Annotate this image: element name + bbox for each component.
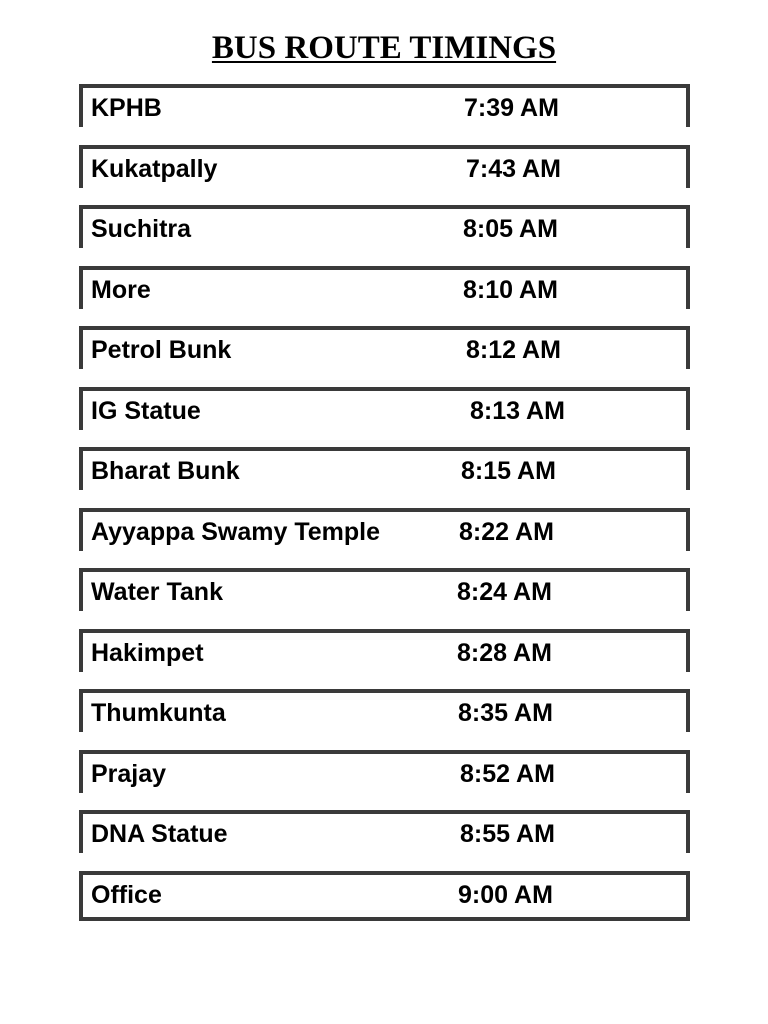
- stop-time: 8:52 AM: [460, 759, 555, 788]
- stop-row: [79, 871, 690, 921]
- stop-name: IG Statue: [91, 396, 201, 425]
- stop-name: Petrol Bunk: [91, 336, 232, 364]
- stop-time: 8:28 AM: [457, 638, 552, 667]
- stop-name: Water Tank: [91, 578, 223, 606]
- stop-row: [79, 84, 690, 127]
- stop-time: 8:24 AM: [457, 578, 552, 606]
- stop-row: [79, 810, 690, 853]
- stop-row: [79, 205, 690, 248]
- stop-name: DNA Statue: [91, 820, 228, 848]
- stop-name: Prajay: [91, 759, 167, 788]
- stop-row: [79, 629, 690, 672]
- stop-name: Office: [91, 880, 162, 909]
- stop-row: [79, 326, 690, 369]
- stop-name: Kukatpally: [91, 154, 218, 183]
- stop-time: 8:15 AM: [461, 457, 556, 485]
- page-title: BUS ROUTE TIMINGS: [211, 30, 557, 66]
- stop-row: [79, 387, 690, 430]
- stop-row: [79, 145, 690, 188]
- stop-name: Bharat Bunk: [91, 457, 240, 485]
- stop-time: 8:10 AM: [463, 275, 558, 304]
- stop-time: 8:13 AM: [470, 396, 565, 425]
- stop-name: KPHB: [91, 94, 162, 122]
- stop-time: 9:00 AM: [458, 880, 553, 909]
- stop-time: 8:35 AM: [458, 699, 553, 727]
- stop-time: 8:55 AM: [460, 820, 555, 848]
- stop-time: 8:12 AM: [466, 336, 561, 364]
- stop-time: 8:22 AM: [459, 517, 554, 546]
- stop-time: 8:05 AM: [463, 215, 558, 243]
- route-stop-list: [79, 84, 690, 938]
- stop-time: 7:43 AM: [466, 154, 561, 183]
- stop-row: [79, 568, 690, 611]
- stop-row: [79, 447, 690, 490]
- stop-name: Suchitra: [91, 215, 192, 243]
- stop-name: Thumkunta: [91, 699, 226, 727]
- stop-name: More: [91, 275, 151, 304]
- stop-time: 7:39 AM: [464, 94, 559, 122]
- stop-name: Hakimpet: [91, 638, 204, 667]
- stop-name: Ayyappa Swamy Temple: [91, 517, 381, 546]
- stop-row: [79, 266, 690, 309]
- stop-row: [79, 508, 690, 551]
- stop-row: [79, 750, 690, 793]
- stop-row: [79, 689, 690, 732]
